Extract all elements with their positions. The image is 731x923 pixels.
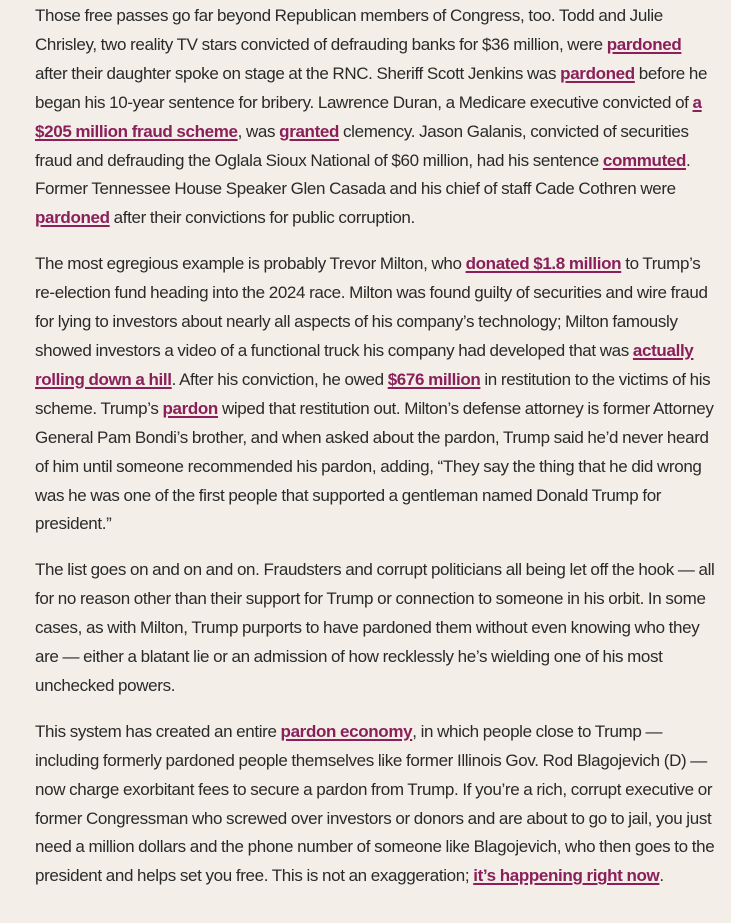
paragraph-text: after their convictions for public corruption. — [109, 208, 415, 228]
paragraph-text: , was — [237, 121, 280, 141]
paragraph-3 — [35, 556, 717, 701]
paragraph-text: The most egregious example is probably Trevor Milton, who — [35, 254, 466, 274]
paragraph-text: before he began his 10-year sentence for bribery. Lawrence Duran, a Medicare executive convicted of — [35, 63, 708, 112]
paragraph-text: . Former Tennessee House Speaker Glen Casada and his chief of staff Cade Cothren were — [35, 150, 691, 199]
paragraph-2 — [35, 250, 717, 539]
article-body — [35, 2, 717, 908]
paragraph-4 — [35, 718, 717, 891]
link-casada-pardoned[interactable]: pardoned — [35, 208, 110, 228]
link-pardon-economy[interactable]: pardon economy — [280, 721, 413, 741]
paragraph-text: to Trump’s re-election fund heading into the 2024 race. Milton was found guilty of securities and wire fraud for lying to investors about nearly all aspects of his company’s technology; Milton famously showed investors a video of a functional truck his company had developed that was — [35, 254, 708, 360]
paragraph-text: . After his conviction, he owed — [171, 369, 388, 389]
link-happening-now[interactable]: it’s happening right now — [473, 866, 660, 886]
paragraph-text: after their daughter spoke on stage at the RNC. Sheriff Scott Jenkins was — [35, 63, 561, 83]
paragraph-text: , in which people close to Trump — including formerly pardoned people themselves like former Illinois Gov. Rod Blagojevich (D) — now charge exorbitant fees to secure a pardon from Trump. If you’re a rich, corrupt executive or former Congressman who screwed over investors or donors and are about to go to jail, you just need a million dollars and the phone number of someone like Blagojevich, who then goes to the president and helps set you free. This is not an exaggeration; — [35, 721, 715, 886]
paragraph-text: . — [659, 866, 664, 886]
link-jenkins-pardoned[interactable]: pardoned — [560, 63, 635, 83]
link-chrisley-pardoned[interactable]: pardoned — [606, 34, 682, 54]
paragraph-text: wiped that restitution out. Milton’s defense attorney is former Attorney General Pam Bondi’s brother, and when asked about the pardon, Trump said he’d never heard of him until someone recommended his pardon, adding, “They say the thing that he did wrong was he was one of the first people that supported a gentleman named Donald Trump for president.” — [35, 398, 714, 534]
paragraph-text: The list goes on and on and on. Fraudsters and corrupt politicians all being let off the hook — all for no reason other than their support for Trump or connection to someone in his orbit. In some cases, as with Milton, Trump purports to have pardoned them without even knowing who they are — either a blatant lie or an admission of how recklessly he’s wielding one of his most unchecked powers. — [35, 560, 715, 695]
paragraph-text: Those free passes go far beyond Republican members of Congress, too. Todd and Julie Chrisley, two reality TV stars convicted of defrauding banks for $36 million, were — [35, 6, 663, 54]
link-granted[interactable]: granted — [279, 121, 340, 141]
link-fraud-scheme[interactable]: a $205 million fraud scheme — [35, 92, 702, 141]
paragraph-text: This system has created an entire — [35, 721, 281, 741]
link-commuted[interactable]: commuted — [602, 150, 687, 170]
link-rolling-down-hill[interactable]: actually rolling down a hill — [35, 340, 694, 389]
link-restitution-amount[interactable]: $676 million — [387, 369, 481, 389]
link-pardon[interactable]: pardon — [162, 398, 218, 418]
paragraph-1 — [35, 2, 717, 233]
link-donated[interactable]: donated $1.8 million — [465, 254, 622, 274]
paragraph-text: clemency. Jason Galanis, convicted of securities fraud and defrauding the Oglala Sioux National of $60 million, had his sentence — [35, 121, 689, 170]
paragraph-text: in restitution to the victims of his scheme. Trump’s — [35, 369, 711, 418]
